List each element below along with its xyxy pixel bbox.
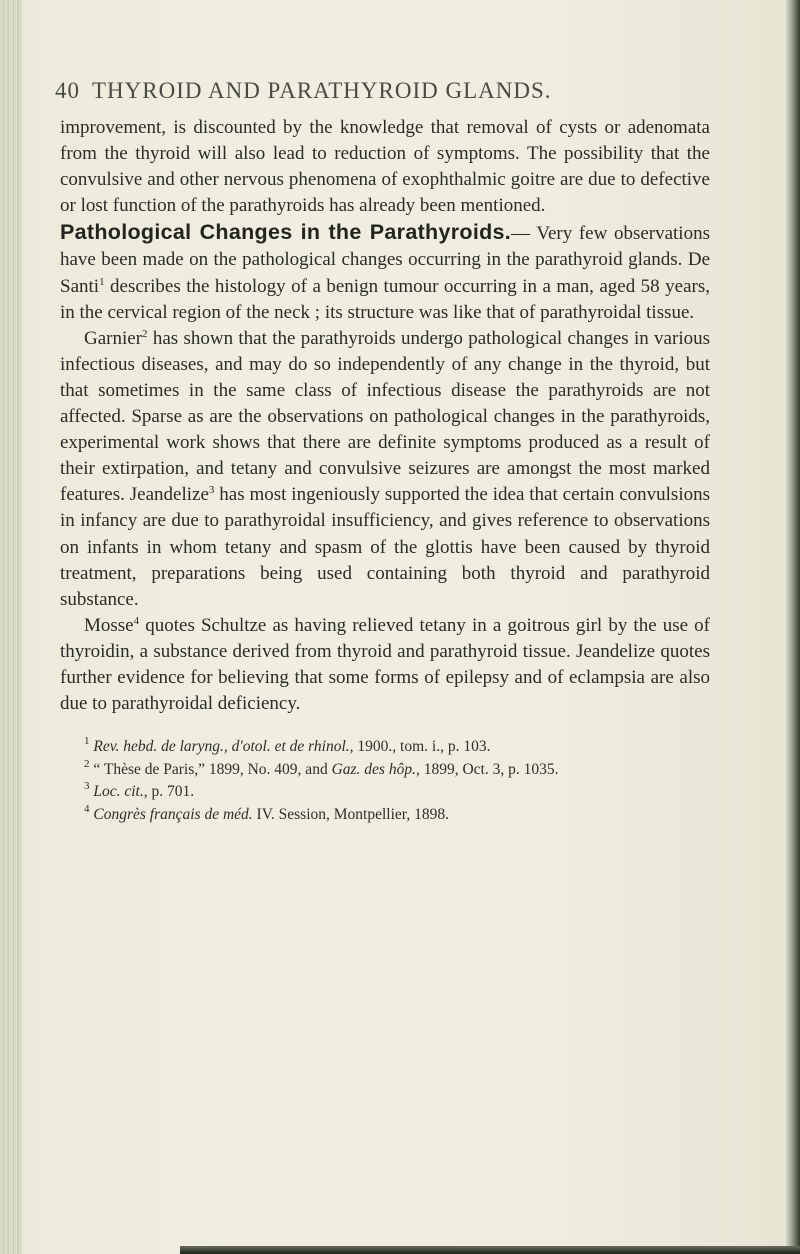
footnote-2-mark: 2 [84, 757, 90, 770]
body-text [60, 115, 710, 717]
footnotes [60, 736, 720, 826]
section-heading: Pathological Changes in the Parathyroids. [60, 220, 512, 245]
paragraph-3-text-c: has most ingeniously supported the idea that certain convulsions in infancy are due to parathyroidal insufficiency, and gives reference to observations on infants in whom tetany and spasm of the glottis have been caused by thyroid treatment, preparations being used containing both thyroid and parathyroid substance. [60, 484, 710, 610]
footnote-1-source: Rev. hebd. de laryng., d'otol. et de rhinol., [93, 738, 354, 755]
paragraph-4-text-b: quotes Schultze as having relieved tetany in a goitrous girl by the use of thyroidin, a substance derived from thyroid and parathyroid tissue. Jeandelize quotes further evidence for believing that some forms of epilepsy and of eclampsia are also due to parathyroidal deficiency. [60, 614, 710, 715]
paragraph-2-text-b: describes the histology of a benign tumour occurring in a man, aged 58 years, in the cervical region of the neck ; its structure was like that of parathyroidal tissue. [60, 275, 710, 323]
footnote-1 [60, 736, 720, 759]
footnote-4-mark: 4 [84, 802, 90, 815]
paragraph-2 [60, 219, 710, 325]
paragraph-1: improvement, is discounted by the knowledge that removal of cysts or adenomata from the thyroid will also lead to reduction of symptoms. The possibility that the convulsive and other nervous phenomena of exophthalmic goitre are due to defective or lost function of the parathyroids has already been mentioned. [60, 117, 710, 217]
paragraph-4 [60, 613, 710, 717]
footnote-ref-3: 3 [208, 484, 215, 497]
footnote-3-text: p. 701. [147, 783, 195, 800]
paragraph-3 [60, 326, 710, 613]
footnote-ref-2: 2 [142, 327, 148, 340]
bottom-edge-shadow [180, 1246, 800, 1254]
paragraph-3-text-a: Garnier [84, 327, 143, 349]
footnote-4 [60, 804, 720, 827]
footnote-2-text-b: 1899, Oct. 3, p. 1035. [419, 760, 559, 778]
page-number: 40 [55, 78, 80, 103]
binding-edge [0, 0, 22, 1254]
footnote-1-text: 1900., tom. i., p. 103. [353, 738, 491, 755]
footnote-3-mark: 3 [84, 780, 90, 792]
footnote-2-source: Gaz. des hôp., [331, 760, 420, 778]
running-header [55, 78, 755, 104]
paragraph-4-text-a: Mosse [84, 614, 134, 636]
paragraph-3-text-b: has shown that the parathyroids undergo pathological changes in various infectious diseases, and may do so independently of any change in the thyroid, but that sometimes in the same class of infectious disease the parathyroids are not affected. Sparse as are the observations on pathological changes in the parathyroids, experimental work shows that there are definite symptoms produced as a result of their extirpation, and tetany and convulsive seizures are amongst the most marked features. Jeandelize [60, 327, 710, 506]
footnote-4-source: Congrès français de méd. [93, 805, 253, 823]
footnote-1-mark: 1 [84, 735, 90, 747]
paragraph-2-text-a: — Very few observations have been made on the pathological changes occurring in the parathyroid glands. De Santi [60, 223, 710, 297]
footnote-2-text-a: “ Thèse de Paris,” 1899, No. 409, and [89, 760, 332, 778]
footnote-ref-1: 1 [99, 275, 105, 288]
footnote-3 [60, 781, 720, 804]
footnote-2 [60, 759, 720, 782]
footnote-3-source: Loc. cit., [93, 783, 148, 800]
footnote-4-text: IV. Session, Montpellier, 1898. [252, 805, 449, 823]
footnote-ref-4: 4 [133, 614, 140, 627]
page-edge-shadow [786, 0, 800, 1254]
running-title: THYROID AND PARATHYROID GLANDS. [92, 78, 552, 103]
